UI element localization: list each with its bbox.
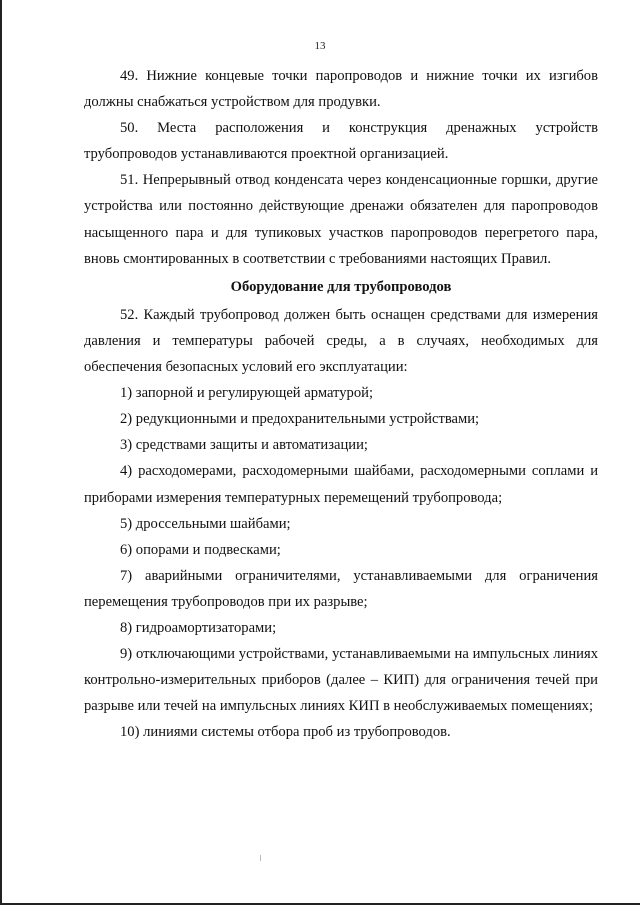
section-heading: Оборудование для трубопроводов [230, 278, 452, 295]
list-item: 1) запорной и регулирующей арматурой; [120, 385, 373, 402]
list-item: 6) опорами и подвесками; [120, 541, 281, 558]
paragraph-50: 50. Места расположения и конструкция дренажных устройств трубопроводов устанавливаются проектной организацией. [84, 120, 598, 163]
document-body [84, 63, 598, 745]
list-item: 7) аварийными ограничителями, устанавливаемыми для ограничения перемещения трубопроводов при их разрыве; [84, 567, 598, 610]
list-item: 5) дроссельными шайбами; [120, 515, 291, 532]
list-item: 2) редукционными и предохранительными устройствами; [120, 411, 480, 428]
list-item: 3) средствами защиты и автоматизации; [120, 437, 368, 454]
scan-border-left [0, 0, 2, 905]
paragraph-51: 51. Непрерывный отвод конденсата через конденсационные горшки, другие устройства или постоянно действующие дренажи обязателен для паропроводов насыщенного пара и для тупиковых участков паропроводов перегретого пара, вновь смонтированных в соответствии с требованиями настоящих Правил. [84, 172, 598, 267]
paragraph-52: 52. Каждый трубопровод должен быть оснащен средствами для измерения давления и температуры рабочей среды, а в случаях, необходимых для обеспечения безопасных условий его эксплуатации: [84, 306, 598, 376]
list-item: 8) гидроамортизаторами; [120, 619, 277, 636]
list-item: 4) расходомерами, расходомерными шайбами, расходомерными соплами и приборами измерения температурных перемещений трубопровода; [84, 463, 598, 506]
list-item: 10) линиями системы отбора проб из трубопроводов. [120, 724, 451, 741]
list-item: 9) отключающими устройствами, устанавливаемыми на импульсных линиях контрольно-измерительных приборов (далее – КИП) для ограничения течей при разрыве или течей на импульсных линиях КИП в необслуживаемых помещениях; [84, 646, 598, 715]
scan-speck [260, 855, 261, 861]
paragraph-49: 49. Нижние концевые точки паропроводов и нижние точки их изгибов должны снабжаться устройством для продувки. [84, 68, 598, 111]
page-number: 13 [314, 40, 326, 52]
